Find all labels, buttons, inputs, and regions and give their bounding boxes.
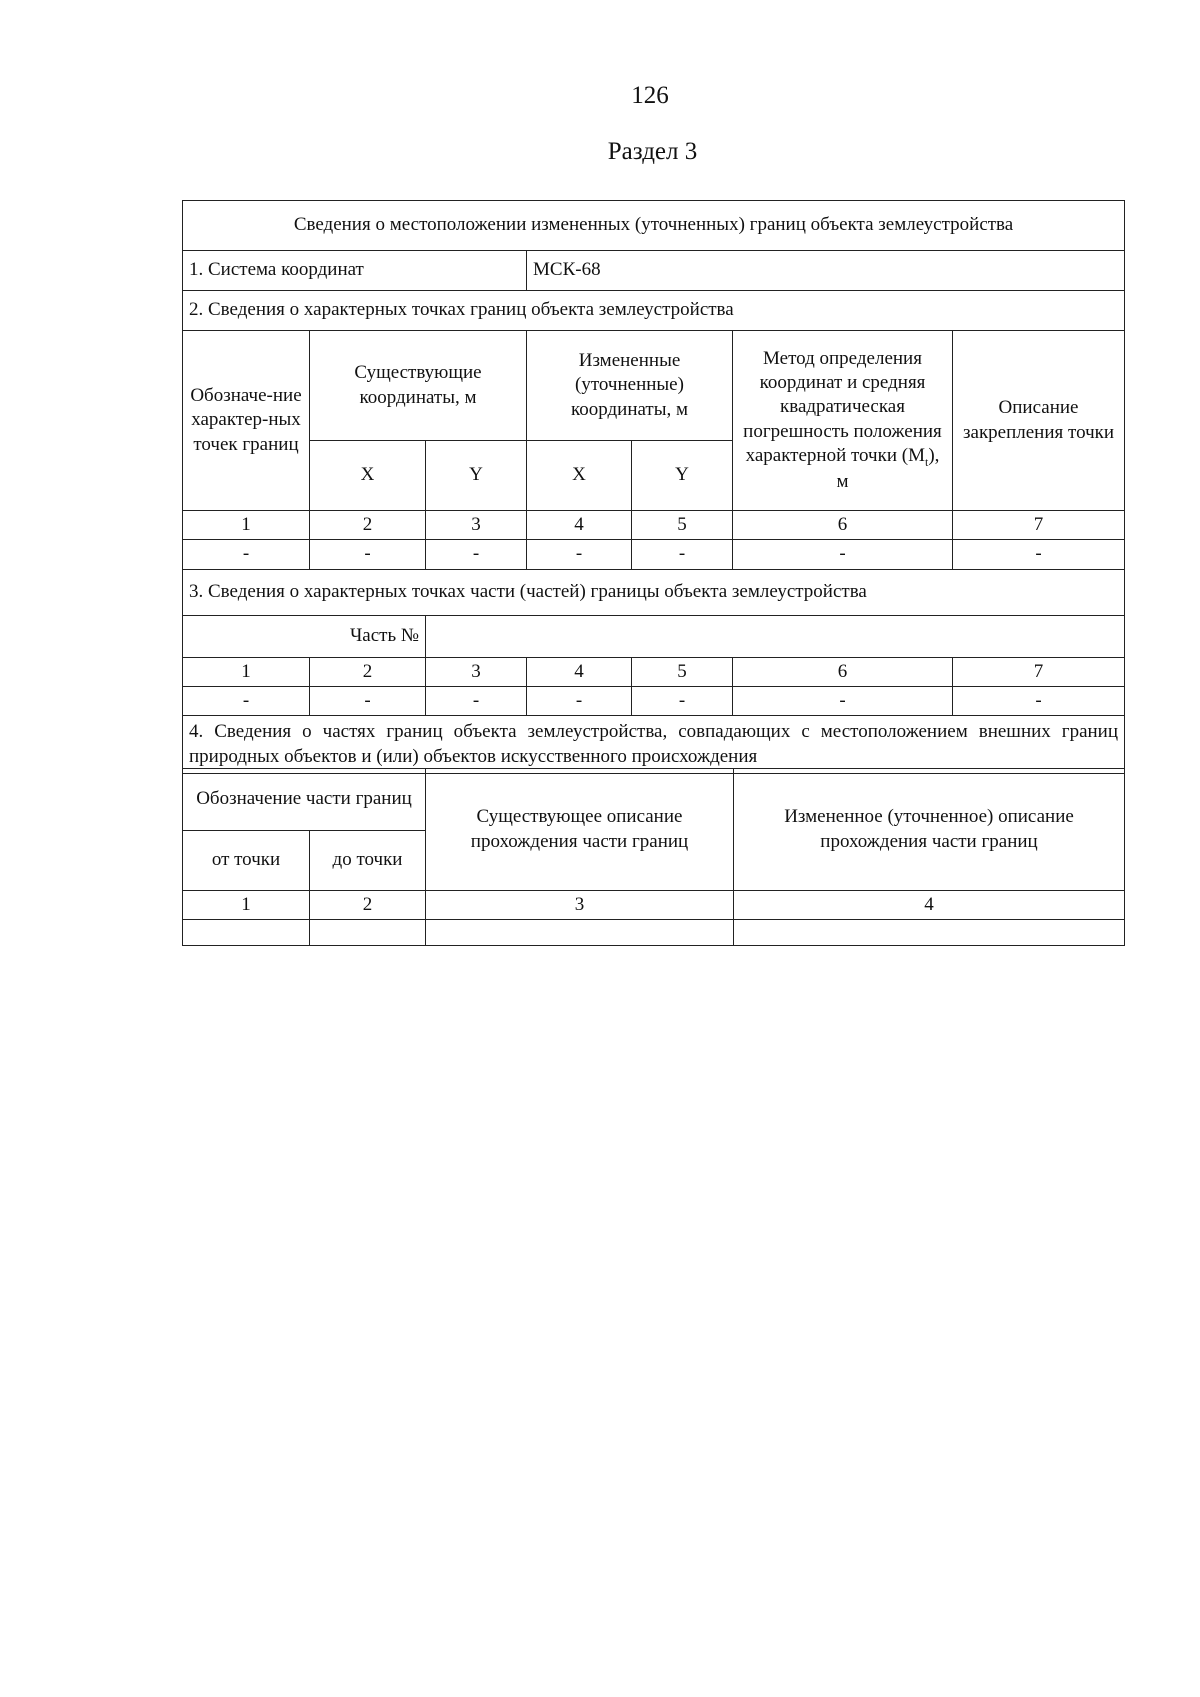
- s3-part-value: [426, 615, 1125, 657]
- s2-header-fixing: Описание закрепления точки: [953, 331, 1125, 511]
- s2-cell: -: [632, 540, 733, 569]
- form-title: Сведения о местоположении измененных (уточненных) границ объекта землеустройства: [183, 201, 1125, 251]
- s4-col-number: 3: [426, 891, 734, 920]
- s2-col-number: 1: [183, 511, 310, 540]
- s2-col-number: 7: [953, 511, 1125, 540]
- s3-cell: -: [183, 686, 310, 715]
- page-number: 126: [631, 82, 669, 109]
- s2-col-number: 6: [733, 511, 953, 540]
- s2-col-number: 3: [426, 511, 527, 540]
- s3-col-number: 5: [632, 657, 733, 686]
- s4-cell: [734, 920, 1125, 946]
- s2-col-number: 2: [310, 511, 426, 540]
- s3-cell: -: [310, 686, 426, 715]
- s3-col-number: 6: [733, 657, 953, 686]
- section-2-title: 2. Сведения о характерных точках границ объекта землеустройства: [183, 291, 1125, 331]
- s2-cell: -: [183, 540, 310, 569]
- s4-col-number: 1: [183, 891, 310, 920]
- s2-header-method: Метод определения координат и средняя квадратическая погрешность положения характерной точки $(M_t)$, м: [733, 331, 953, 511]
- s3-cell: -: [632, 686, 733, 715]
- s4-header-existing: Существующее описание прохождения части границ: [426, 769, 734, 891]
- s2-cell: -: [953, 540, 1125, 569]
- s2-cell: -: [426, 540, 527, 569]
- s2-col-number: 5: [632, 511, 733, 540]
- s3-part-label: Часть №: [183, 615, 426, 657]
- section-3-title: 3. Сведения о характерных точках части (частей) границы объекта землеустройства: [183, 569, 1125, 615]
- s3-col-number: 2: [310, 657, 426, 686]
- s3-col-number: 7: [953, 657, 1125, 686]
- coord-system-label: 1. Система координат: [183, 251, 527, 291]
- s3-cell: -: [426, 686, 527, 715]
- s3-col-number: 1: [183, 657, 310, 686]
- s3-col-number: 4: [527, 657, 632, 686]
- s2-header-changed-coords: Измененные (уточненные) координаты, м: [527, 331, 733, 441]
- s3-cell: -: [953, 686, 1125, 715]
- coord-system-value: МСК-68: [527, 251, 1125, 291]
- s4-header-designation: Обозначение части границ: [183, 769, 426, 831]
- s2-header-existing-coords: Существующие координаты, м: [310, 331, 527, 441]
- s4-header-changed: Измененное (уточненное) описание прохождения части границ: [734, 769, 1125, 891]
- s4-header-from: от точки: [183, 831, 310, 891]
- s2-col-number: 4: [527, 511, 632, 540]
- section-title: Раздел 3: [607, 138, 698, 165]
- s4-col-number: 2: [310, 891, 426, 920]
- boundary-parts-table: [182, 768, 1125, 946]
- boundary-form-table: [182, 200, 1125, 774]
- s3-cell: -: [527, 686, 632, 715]
- s4-cell: [183, 920, 310, 946]
- s3-cell: -: [733, 686, 953, 715]
- section-4-title: 4. Сведения о частях границ объекта землеустройства, совпадающих с местоположением внешних границ природных объектов и (или) объектов искусственного происхождения: [183, 716, 1125, 774]
- s2-header-existing-y: Y: [426, 441, 527, 511]
- s2-header-changed-x: X: [527, 441, 632, 511]
- s3-col-number: 3: [426, 657, 527, 686]
- s2-cell: -: [733, 540, 953, 569]
- s4-header-to: до точки: [310, 831, 426, 891]
- s2-cell: -: [310, 540, 426, 569]
- s4-cell: [426, 920, 734, 946]
- s2-header-existing-x: X: [310, 441, 426, 511]
- s4-col-number: 4: [734, 891, 1125, 920]
- s2-cell: -: [527, 540, 632, 569]
- s4-cell: [310, 920, 426, 946]
- s2-header-changed-y: Y: [632, 441, 733, 511]
- s2-header-designation: Обозначе-ние характер-ных точек границ: [183, 331, 310, 511]
